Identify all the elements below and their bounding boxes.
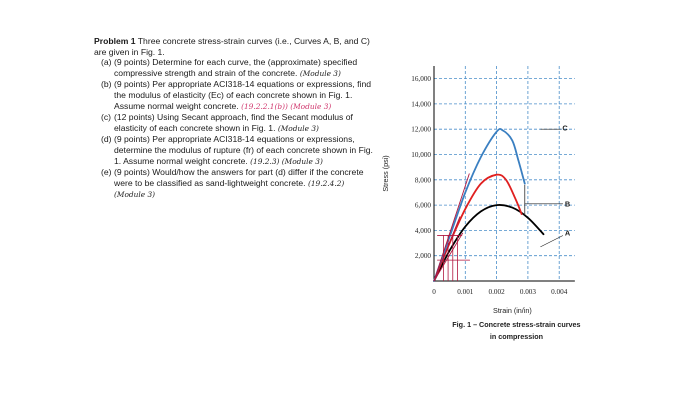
curve-a-label: A <box>564 228 571 238</box>
y-tick-label: 10,000 <box>411 151 431 159</box>
part-a-text: (9 points) Determine for each curve, the (approximate) specified compressive strength and strain of the concrete. <box>114 57 358 78</box>
curve-c-label: C <box>562 123 568 133</box>
part-c-label: (c) <box>101 112 112 123</box>
chart-labels <box>381 75 581 341</box>
figure-caption-line-2: in compression <box>489 332 543 341</box>
x-tick-label: 0.004 <box>551 288 568 296</box>
part-d-text: (9 points) Per appropriate ACI318-14 equations or expressions, determine the modulus of rupture (fr) of each concrete shown in Fig. 1. Assume normal weight concrete. <box>114 134 373 166</box>
y-tick-label: 2,000 <box>414 252 431 261</box>
part-c-handwritten-note: (Module 3) <box>277 123 319 133</box>
y-tick-label: 6,000 <box>414 201 431 210</box>
figure-caption <box>452 320 580 341</box>
part-e-label: (e) <box>101 167 112 178</box>
part-e-handwritten-note: (19.2.4.2) (Module 3) <box>114 178 345 200</box>
x-tick-label: 0 <box>432 288 436 296</box>
part-b-label: (b) <box>101 79 112 90</box>
part-d-handwritten-note: (19.2.3) (Module 3) <box>250 156 323 166</box>
y-tick-label: 16,000 <box>411 75 431 84</box>
secant-line-c <box>434 216 460 281</box>
curve-b-line <box>434 175 522 281</box>
y-axis-label: Stress (psi) <box>381 155 390 192</box>
problem-heading: Problem 1 <box>94 36 136 46</box>
y-tick-label: 14,000 <box>411 100 431 109</box>
x-tick-label: 0.003 <box>519 288 536 296</box>
figure-caption-line-1: Fig. 1 – Concrete stress-strain curves <box>452 320 581 329</box>
x-tick-label: 0.001 <box>457 288 474 296</box>
chart-grid <box>434 66 575 281</box>
part-c-text: (12 points) Using Secant approach, find the Secant modulus of elasticity of each concrete shown in Fig. 1. <box>114 112 353 133</box>
curve-b-label: B <box>564 199 571 209</box>
part-b-text: (9 points) Per appropriate ACI318-14 equations or expressions, find the modulus of elasticity (Ec) of each concrete shown in Fig. 1. Assume normal weight concrete. <box>114 79 372 111</box>
y-tick-label: 12,000 <box>411 125 431 134</box>
part-b-handwritten-note: (19.2.2.1(b)) (Module 3) <box>241 101 332 111</box>
part-e-text: (9 points) Would/how the answers for part (d) differ if the concrete were to be classified as sand-lightweight concrete. <box>114 167 364 188</box>
part-a-label: (a) <box>101 57 112 68</box>
part-a-handwritten-note: (Module 3) <box>299 68 341 78</box>
y-tick-label: 8,000 <box>414 176 431 185</box>
y-tick-label: 4,000 <box>414 226 431 235</box>
part-d-label: (d) <box>101 134 112 145</box>
problem-intro-text: Three concrete stress-strain curves (i.e., Curves A, B, and C) are given in Fig. 1. <box>94 36 370 57</box>
x-axis-label: Strain (in/in) <box>493 306 532 315</box>
x-tick-label: 0.002 <box>488 288 505 296</box>
chart-axes <box>434 66 575 281</box>
